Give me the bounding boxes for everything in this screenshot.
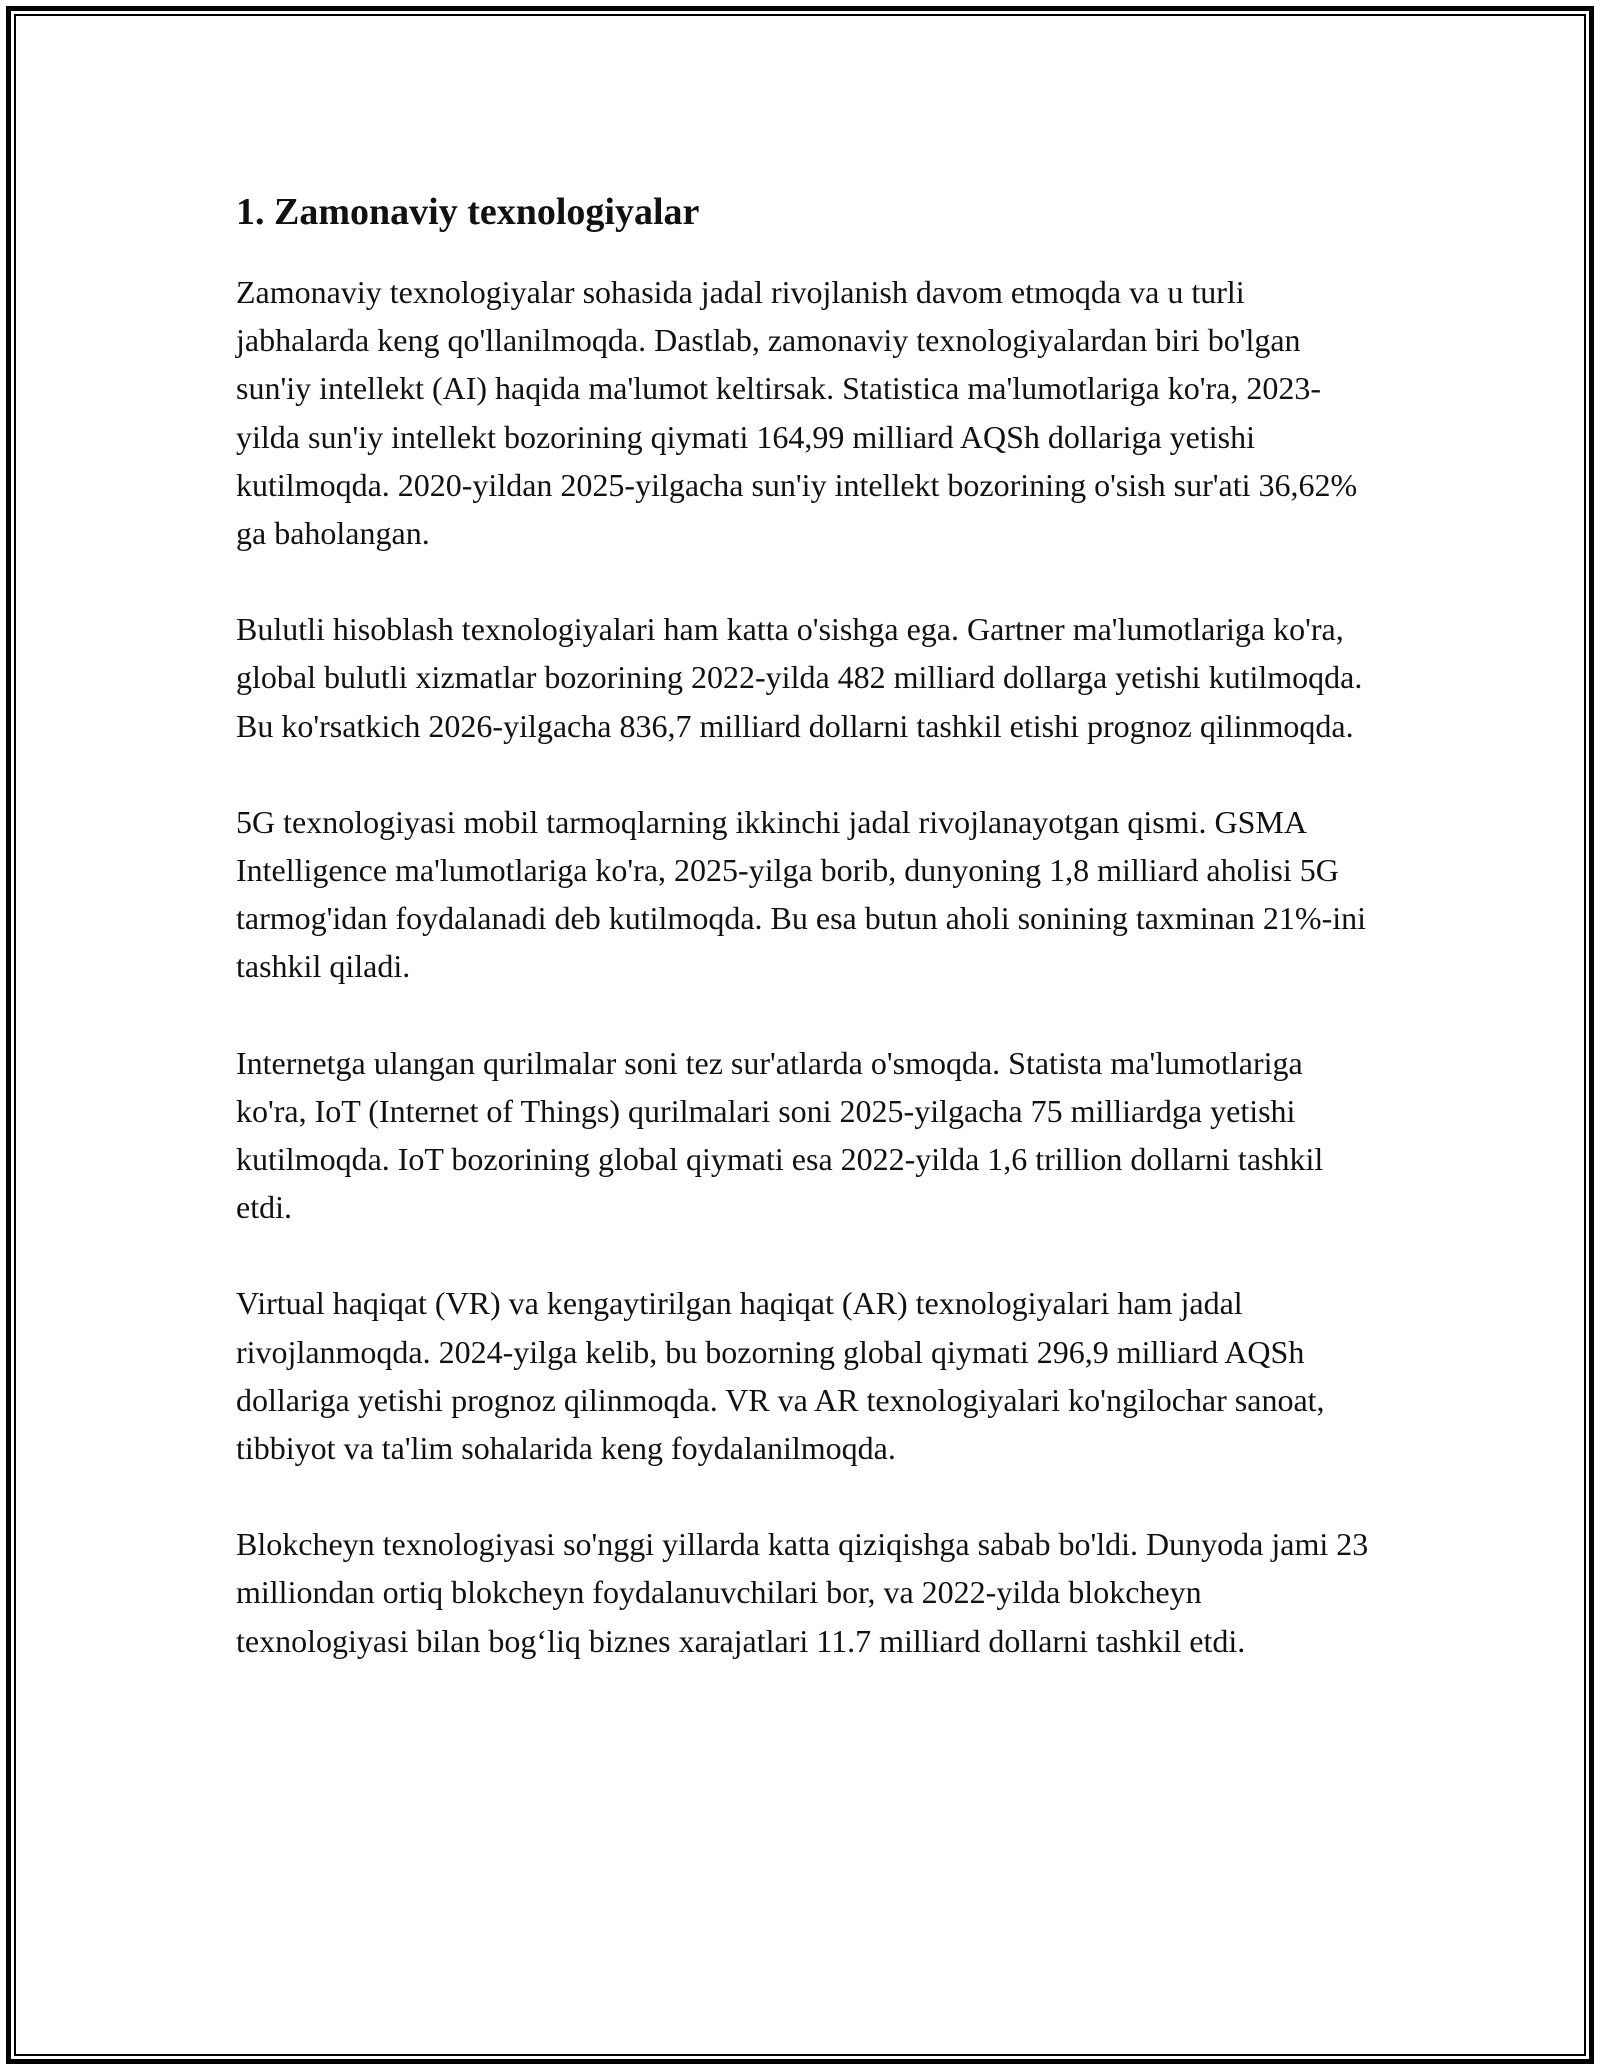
paragraph-ai: Zamonaviy texnologiyalar sohasida jadal rivojlanish davom etmoqda va u turli jabhalarda keng qo'llanilmoqda. Dastlab, zamonaviy texnologiyalardan biri bo'lgan sun'iy intellekt (AI) haqida ma'lumot keltirsak. Statistica ma'lumotlariga ko'ra, 2023-yilda sun'iy intellekt bozorining qiymati 164,99 milliard AQSh dollariga yetishi kutilmoqda. 2020-yildan 2025-yilgacha sun'iy intellekt bozorining o'sish sur'ati 36,62% ga baholangan. — [236, 274, 1358, 552]
paragraph-blockchain: Blokcheyn texnologiyasi so'nggi yillarda katta qiziqishga sabab bo'ldi. Dunyoda jami 23 milliondan ortiq blokcheyn foydalanuvchilari bor, va 2022-yilda blokcheyn texnologiyasi bilan bog‘liq biznes xarajatlari 11.7 milliard dollarni tashkil etdi. — [236, 1526, 1369, 1659]
section-heading: 1. Zamonaviy texnologiyalar — [236, 191, 700, 233]
paragraph-5g: 5G texnologiyasi mobil tarmoqlarning ikkinchi jadal rivojlanayotgan qismi. GSMA Intelligence ma'lumotlariga ko'ra, 2025-yilga borib, dunyoning 1,8 milliard aholisi 5G tarmog'idan foydalanadi deb kutilmoqda. Bu esa butun aholi sonining taxminan 21%-ini tashkil qiladi. — [236, 803, 1366, 985]
paragraph-vr-ar: Virtual haqiqat (VR) va kengaytirilgan haqiqat (AR) texnologiyalari ham jadal rivojlanmoqda. 2024-yilga kelib, bu bozorning global qiymati 296,9 milliard AQSh dollariga yetishi prognoz qilinmoqda. VR va AR texnologiyalari ko'ngilochar sanoat, tibbiyot va ta'lim sohalarida keng foydalanilmoqda. — [236, 1285, 1325, 1467]
document-body — [236, 186, 1376, 1713]
paragraph-iot: Internetga ulangan qurilmalar soni tez sur'atlarda o'smoqda. Statista ma'lumotlariga ko'ra, IoT (Internet of Things) qurilmalari soni 2025-yilgacha 75 milliardga yetishi kutilmoqda. IoT bozorining global qiymati esa 2022-yilda 1,6 trillion dollarni tashkil etdi. — [236, 1044, 1324, 1226]
paragraph-cloud: Bulutli hisoblash texnologiyalari ham katta o'sishga ega. Gartner ma'lumotlariga ko'ra, global bulutli xizmatlar bozorining 2022-yilda 482 milliard dollarga yetishi kutilmoqda. Bu ko'rsatkich 2026-yilgacha 836,7 milliard dollarni tashkil etishi prognoz qilinmoqda. — [236, 611, 1363, 744]
